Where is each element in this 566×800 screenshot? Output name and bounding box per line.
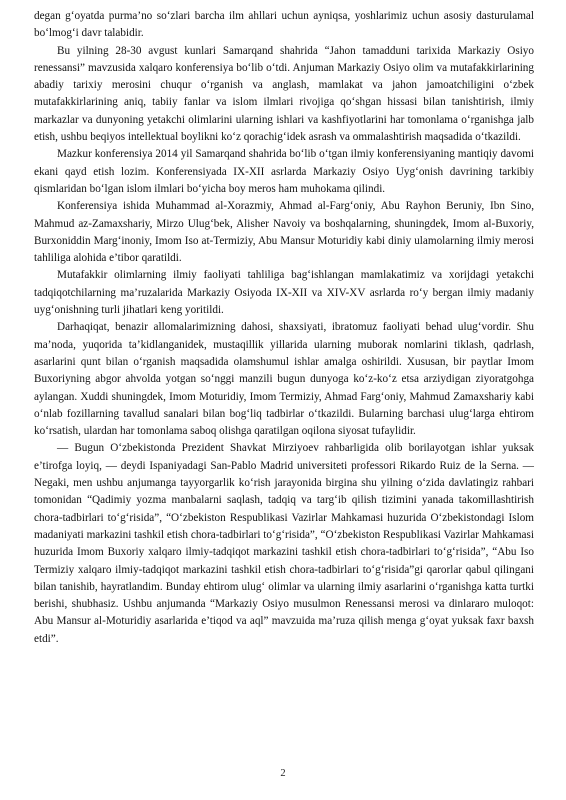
- document-page: [34, 8, 534, 648]
- page-number: 2: [280, 768, 286, 779]
- paragraph-conference-samarkand: Bu yilning 28-30 avgust kunlari Samarqand shahrida “Jahon tamadduni tarixida Markaziy Osiyo renessansi” mavzusida xalqaro konferensiya bo‘lib o‘tdi. Anjuman Markaziy Osiyo olim va mutafakkirlarining abadiy tarixiy merosini chuqur o‘rganish va anglash, mamlakat va jahon jamoatchiligini o‘zbek mutafakkirlarining aniq, tabiiy fanlar va islom ilmlari rivojiga qo‘shgan hissasi bilan tanishtirish, ilmiy markazlar va dunyoning yetakchi olimlarini ularning ishlari va kashfiyotlarini har tomonlama o‘rganishga jalb etish, ushbu beqiyos intellektual boylikni ko‘z qorachig‘idek asrash va ommalashtirish maqsadida o‘tkazildi.: [34, 44, 534, 144]
- paragraph-researchers: Mutafakkir olimlarning ilmiy faoliyati tahliliga bag‘ishlangan mamlakatimiz va xorijdagi yetakchi tadqiqotchilarning ma’ruzalarida Markaziy Osiyoda IX-XII va XIV-XV asrlarda ro‘y bergan ilmiy madaniy uyg‘onishning turli jihatlari keng yoritildi.: [34, 269, 534, 317]
- paragraph-quote-professor: — Bugun O‘zbekistonda Prezident Shavkat Mirziyoev rahbarligida olib borilayotgan ishlar yuksak e’tirofga loyiq, — deydi Ispaniyadagi San-Pablo Madrid universiteti professori Rikardo Ruiz de la Serna. — Negaki, men ushbu anjumanga tayyorgarlik ko‘rish jarayonida birgina shu yilning o‘zida davlatingiz rahbari tomonidan “Qadimiy yozma manbalarni saqlash, tadqiq va targ‘ib qilish tizimini yanada takomillashtirish chora-tadbirlari to‘g‘risida”, “O‘zbekiston Respublikasi Vazirlar Mahkamasi huzurida O‘zbekistondagi Islom madaniyati markazini tashkil etish chora-tadbirlari to‘g‘risida”, “O‘zbekiston Respublikasi Vazirlar Mahkamasi huzurida Imom Buxoriy xalqaro ilmiy-tadqiqot markazini tashkil etish chora-tadbirlari to‘g‘risida”, “Abu Iso Termiziy xalqaro ilmiy-tadqiqot markazini tashkil etish chora-tadbirlari to‘g‘risida”gi qarorlar qabul qilingani bilan tanishib, hayratlandim. Bunday ehtirom ulug‘ olimlar va ularning ilmiy asarlarini o‘rganishga katta turtki berishi, shubhasiz. Ushbu anjumanda “Markaziy Osiyo musulmon Renessansi merosi va dinlararo muloqot: Abu Mansur al-Moturidiy asarlarida e’tiqod va aql” mavzuida ma’ruza qilish menga g‘oyat yuksak faxr baxsh etdi”.: [34, 442, 534, 645]
- paragraph-heritage: Darhaqiqat, benazir allomalarimizning dahosi, shaxsiyati, ibratomuz faoliyati behad ulug‘vordir. Shu ma’noda, yuqorida ta’kidlanganidek, mustaqillik yillarida ularning muborak nomlarini tiklash, qadrlash, asarlarini qunt bilan o‘rganish maqsadida olamshumul ishlar amalga oshirildi. Xususan, bir paytlar Imom Buxoriyning abgor ahvolda yotgan so‘nggi manzili bugun dunyoga ko‘z-ko‘z etsa arziydigan ziyoratgohga aylangan. Xuddi shuningdek, Imom Moturidiy, Imom Termiziy, Ahmad Farg‘oniy, Mahmud Zamaxshariy kabi o‘nlab fozillarning tavallud sanalari bilan bog‘liq tadbirlar o‘tkazildi. Bularning barchasi ulug‘larga ehtirom ko‘rsatish, ulardan har tomonlama saboq olishga qaratilgan oqilona siyosat tufaylidir.: [34, 321, 534, 438]
- paragraph-conference-scholars: Konferensiya ishida Muhammad al-Xorazmiy, Ahmad al-Farg‘oniy, Abu Rayhon Beruniy, Ibn Sino, Mahmud az-Zamaxshariy, Mirzo Ulug‘bek, Alisher Navoiy va boshqalarning, shuningdek, Imom al-Buxoriy, Burxoniddin Marg‘inoniy, Imom Iso at-Termiziy, Abu Mansur Moturidiy kabi diniy ulamolarning ilmiy merosi tahliliga alohida e’tibor qaratildi.: [34, 200, 534, 265]
- paragraph-conference-2014: Mazkur konferensiya 2014 yil Samarqand shahrida bo‘lib o‘tgan ilmiy konferensiyaning mantiqiy davomi ekani qayd etish lozim. Konferensiyada IX-XII asrlarda Markaziy Osiyo Uyg‘onish davrining tarkibiy qismlaridan bo‘lgan islom ilmlari bo‘yicha boy meros ham muhokama qilindi.: [34, 148, 534, 195]
- paragraph-continuation: degan g‘oyatda purma’no so‘zlari barcha ilm ahllari uchun ayniqsa, yoshlarimiz uchun asosiy dasturulamal bo‘lmog‘i davr talabidir.: [34, 10, 534, 40]
